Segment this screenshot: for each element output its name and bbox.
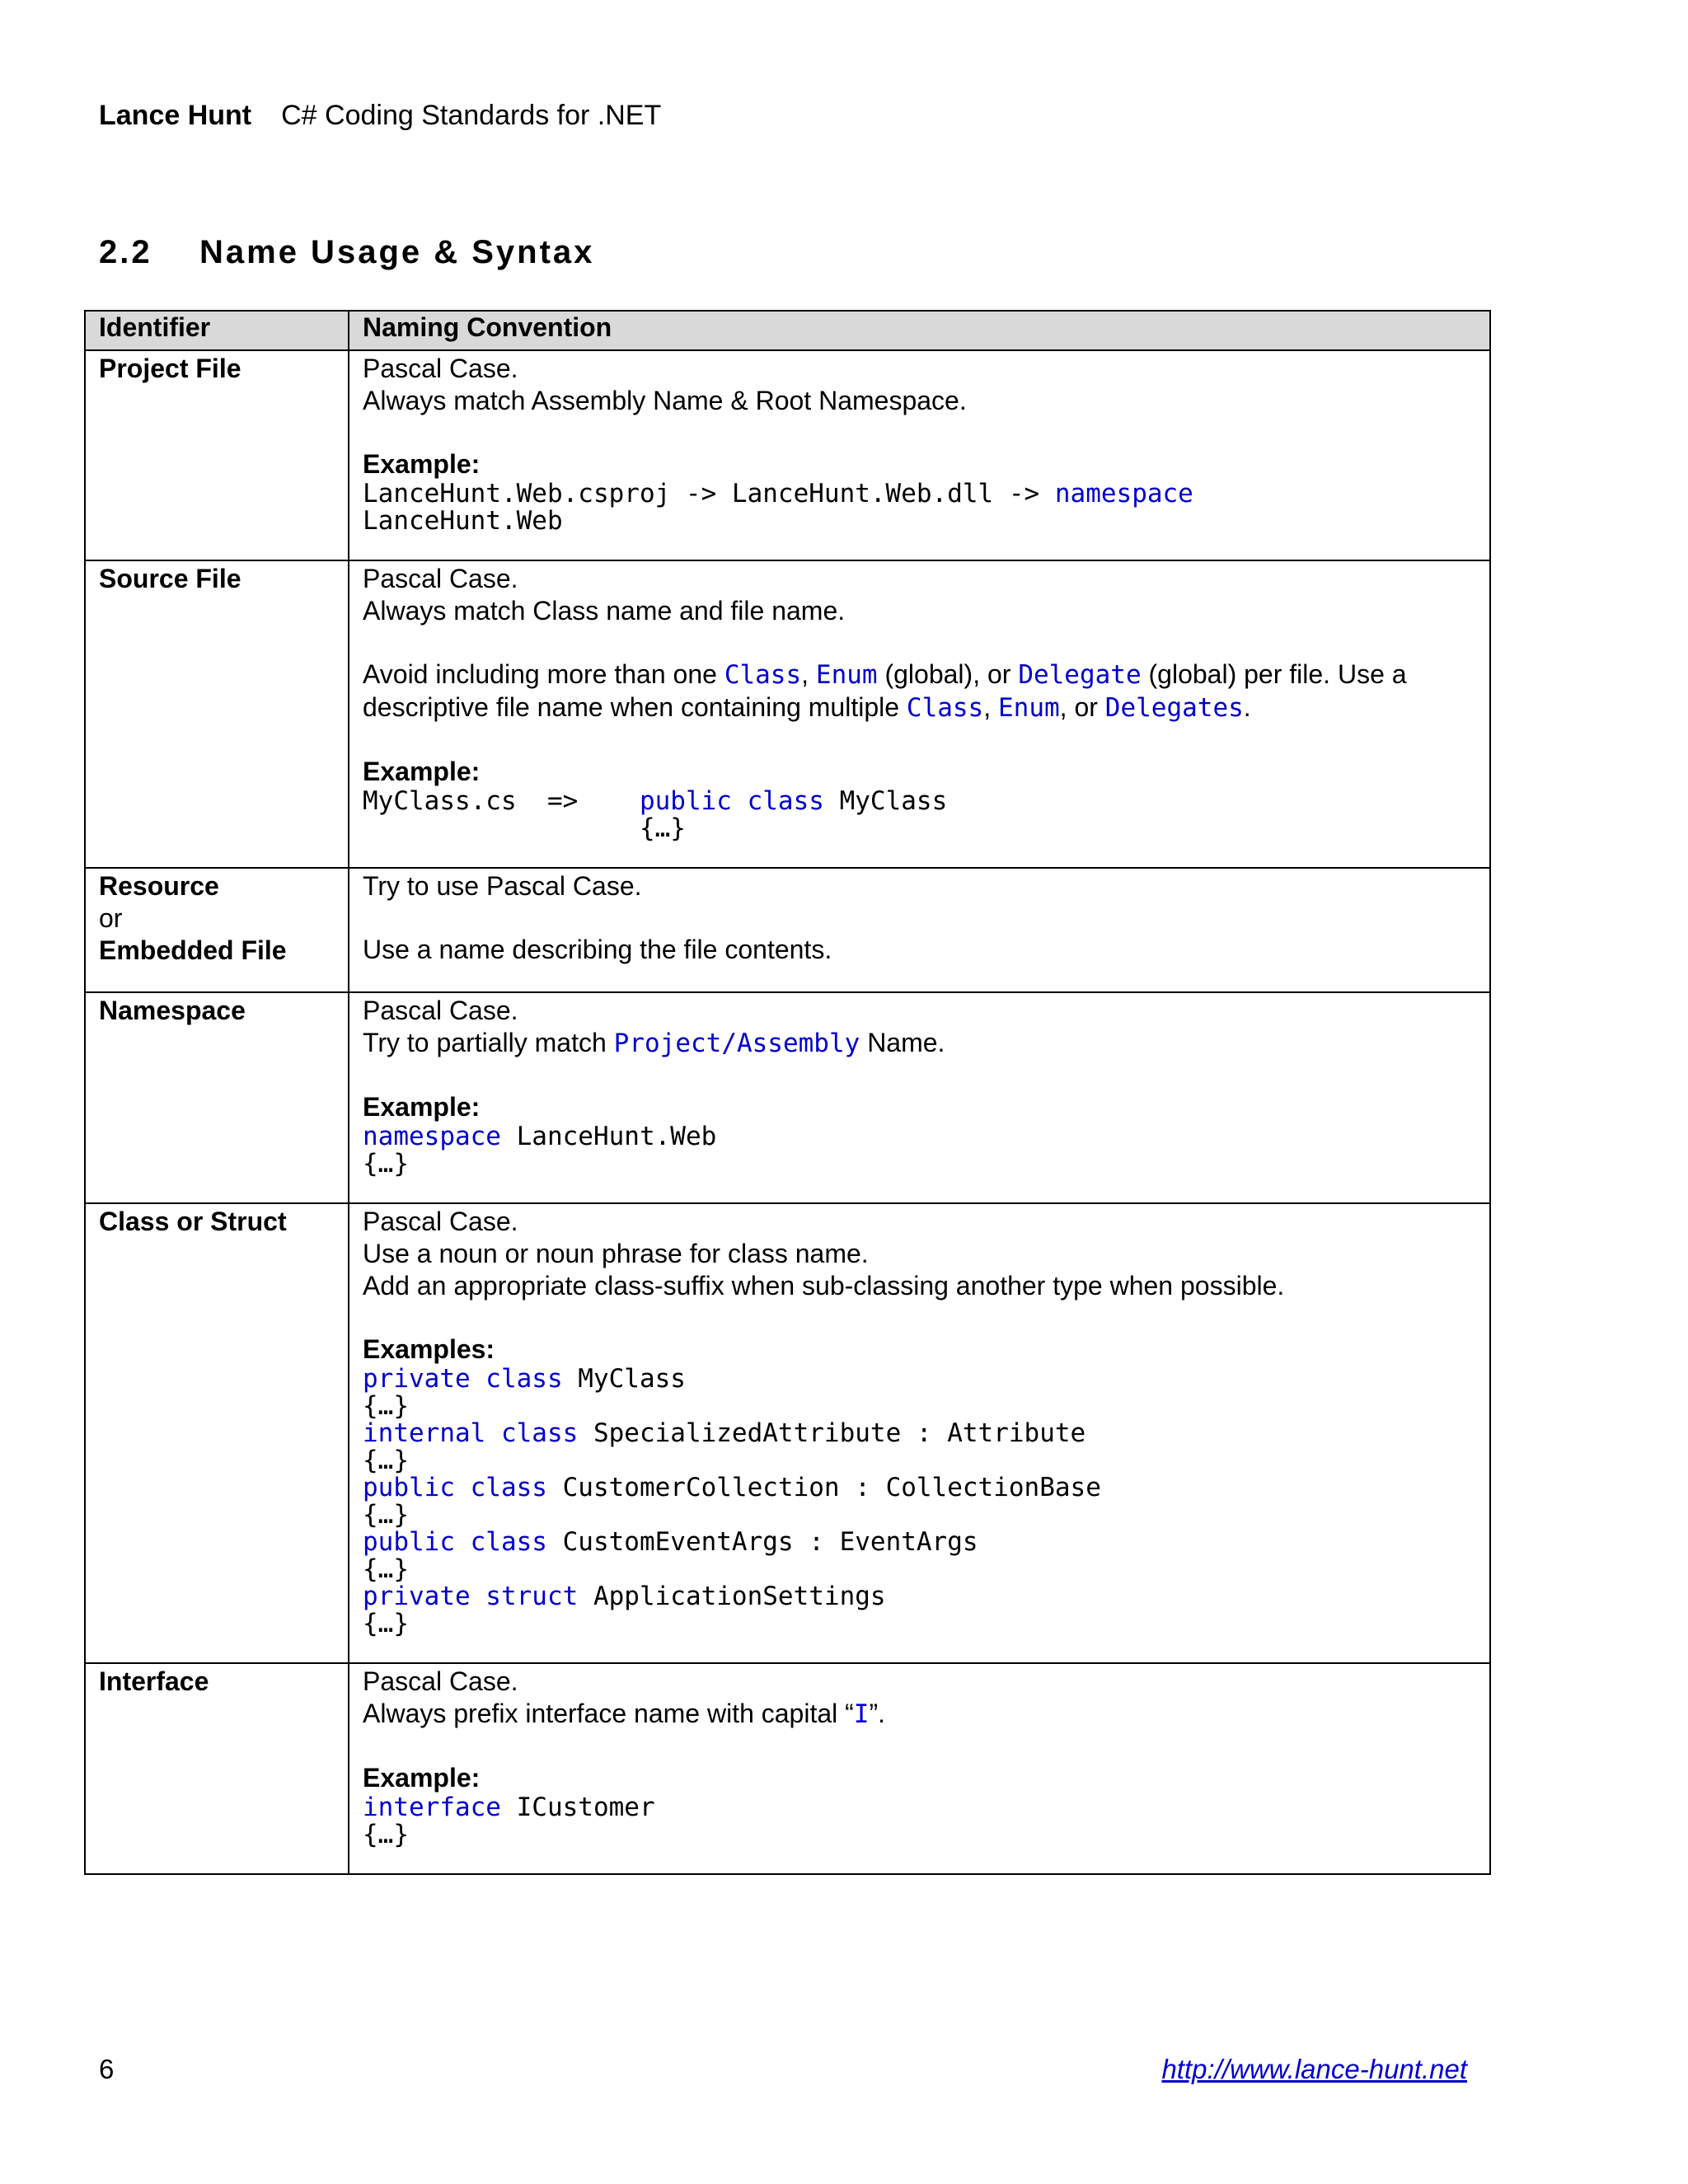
code-line: private class MyClass: [363, 1364, 686, 1394]
code-line: namespace LanceHunt.Web: [363, 1122, 717, 1151]
code-line: {…}: [363, 1554, 409, 1584]
code-line: {…}: [363, 1149, 409, 1179]
convention-cell: [349, 1203, 1490, 1663]
convention-line: Pascal Case.: [363, 996, 518, 1025]
page-header: [99, 97, 661, 134]
identifier-cell: Project File: [85, 350, 349, 560]
example-label: Example:: [363, 1763, 481, 1793]
convention-line: Pascal Case.: [363, 1207, 518, 1236]
section-number: 2.2: [99, 234, 152, 270]
convention-line: Use a noun or noun phrase for class name.: [363, 1239, 869, 1268]
convention-line: Always match Class name and file name.: [363, 596, 846, 626]
section-title: Name Usage & Syntax: [199, 234, 595, 270]
code-line: {…}: [363, 1820, 409, 1849]
example-label: Example:: [363, 1092, 481, 1122]
example-label: Example:: [363, 449, 481, 479]
code-line: {…}: [363, 1391, 409, 1421]
code-line: MyClass.cs => public class MyClass: [363, 786, 948, 816]
code-line: interface ICustomer: [363, 1793, 655, 1822]
table-row: [85, 350, 1490, 560]
convention-cell: [349, 992, 1490, 1203]
header-title: C# Coding Standards for .NET: [281, 100, 662, 131]
naming-convention-table: [84, 310, 1491, 1875]
code-line: {…}: [363, 1500, 409, 1530]
table-row: [85, 1203, 1490, 1663]
convention-paragraph: Avoid including more than one Class, Enum (global), or Delegate (global) per file. Use a descriptive file name when containing multiple Class, Enum, or Delegates.: [363, 659, 1407, 723]
code-line: LanceHunt.Web: [363, 506, 563, 536]
convention-line: Pascal Case.: [363, 1666, 518, 1696]
convention-cell: [349, 350, 1490, 560]
table-row: [85, 992, 1490, 1203]
convention-cell: [349, 1663, 1490, 1874]
identifier-cell: Resource or Embedded File: [85, 868, 349, 992]
identifier-cell: Class or Struct: [85, 1203, 349, 1663]
code-line: {…}: [363, 1446, 409, 1475]
convention-line: Try to partially match Project/Assembly Name.: [363, 1028, 945, 1058]
convention-cell: [349, 560, 1490, 868]
identifier-cell: Source File: [85, 560, 349, 868]
identifier-cell: Namespace: [85, 992, 349, 1203]
convention-cell: [349, 868, 1490, 992]
website-link[interactable]: http://www.lance-hunt.net: [1161, 2054, 1467, 2084]
code-line: {…}: [363, 813, 686, 843]
convention-line: Pascal Case.: [363, 564, 518, 593]
column-header-identifier: Identifier: [85, 311, 349, 350]
table-row: [85, 1663, 1490, 1874]
example-label: Example:: [363, 757, 481, 786]
code-line: LanceHunt.Web.csproj -> LanceHunt.Web.dll -> namespace: [363, 479, 1193, 509]
code-line: internal class SpecializedAttribute : Attribute: [363, 1418, 1086, 1448]
convention-line: Try to use Pascal Case.: [363, 871, 642, 901]
table-row: [85, 868, 1490, 992]
code-line: public class CustomEventArgs : EventArgs: [363, 1527, 978, 1557]
code-line: {…}: [363, 1609, 409, 1638]
example-label: Examples:: [363, 1334, 495, 1364]
convention-line: Use a name describing the file contents.: [363, 935, 832, 964]
convention-line: Pascal Case.: [363, 354, 518, 383]
code-line: private struct ApplicationSettings: [363, 1582, 886, 1611]
header-author: Lance Hunt: [99, 100, 252, 131]
section-heading: [99, 231, 594, 274]
page-number: 6: [99, 2054, 115, 2084]
convention-line: Always prefix interface name with capital “I”.: [363, 1699, 886, 1729]
identifier-cell: Interface: [85, 1663, 349, 1874]
code-line: public class CustomerCollection : CollectionBase: [363, 1473, 1101, 1502]
table-header-row: [85, 311, 1490, 350]
table-row: [85, 560, 1490, 868]
convention-line: Always match Assembly Name & Root Namespace.: [363, 386, 967, 415]
column-header-convention: Naming Convention: [349, 311, 1490, 350]
convention-line: Add an appropriate class-suffix when sub-classing another type when possible.: [363, 1271, 1285, 1301]
